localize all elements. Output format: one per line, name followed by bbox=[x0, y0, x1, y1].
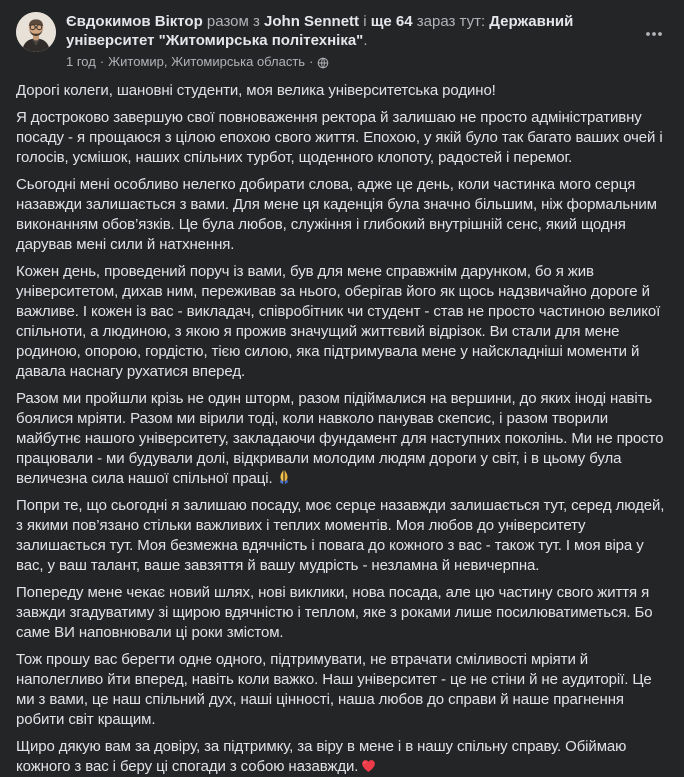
post-meta bbox=[66, 54, 624, 70]
paragraph-text: Разом ми пройшли крізь не один шторм, разом підіймалися на вершини, до яких іноді навіть боялися мріяти. Разом ми вірили тоді, коли навколо панував скепсис, і разом творили майбутнє нашого університету, закладаючи фундамент для наступних поколінь. Ми не просто працювали - ми будували долі, відкривали молодим людям дороги у світ, і в цьому була величезна сила нашої спільної праці. bbox=[16, 390, 664, 487]
paragraph-text: Кожен день, проведений поруч із вами, був для мене справжнім дарунком, бо я жив університетом, дихав ним, переживав за нього, оберігав його як щось надзвичайно дороге й важливе. І кожен із вас - викладач, співробітник чи студент - став не просто частиною великої спільноти, а людиною, з якою я прожив значущий життєвий відрізок. Ви стали для мене родиною, опорою, гордістю, тією силою, яка підтримувала мене у найскладніші моменти й давала наснагу рухатися вперед. bbox=[16, 263, 661, 380]
paragraph-text: Попри те, що сьогодні я залишаю посаду, моє серце назавжди залишається тут, серед людей, з якими пов’язано стільки важливих і теплих моментів. Моя любов до університету залишається тут. Моя безмежна вдячність і повага до кожного з вас - також тут. І моя віра у вас, у ваш талант, ваше завзяття й вашу мудрість - незламна й невичерпна. bbox=[16, 497, 665, 574]
paragraph-text: Попереду мене чекає новий шлях, нові виклики, нова посада, але цю частину свого життя я завжди згадуватиму зі щирою вдячністю і теплом, яке з роками лише посилюватиметься. Бо саме ВИ наповнювали ці роки змістом. bbox=[16, 584, 653, 641]
paragraph-text: Тож прошу вас берегти одне одного, підтримувати, не втрачати сміливості мріяти й наполегливо йти вперед, навіть коли важко. Наш університет - це не стіни й не аудиторії. Це ми з вами, це наш спільний дух, наші цінності, наша любов до справи й наше прагнення робити світ кращим. bbox=[16, 651, 652, 728]
paragraph-text: Я достроково завершую свої повноваження ректора й залишаю не просто адміністративну посаду - я прощаюся з цілою епохою свого життя. Епохою, у якій було так багато ваших очей і голосів, усмішок, наших спільних турбот, щоденного клопоту, радостей і перемог. bbox=[16, 109, 663, 166]
byline-text: і bbox=[363, 13, 367, 30]
avatar[interactable] bbox=[16, 12, 56, 52]
timestamp-link[interactable]: 1 год bbox=[66, 54, 96, 69]
post-paragraph bbox=[16, 175, 668, 255]
byline-text: . bbox=[363, 32, 368, 49]
post-text bbox=[16, 81, 668, 777]
avatar-photo bbox=[16, 12, 56, 52]
post-paragraph bbox=[16, 737, 668, 777]
paragraph-text: Щиро дякую вам за довіру, за підтримку, за віру в мене і в нашу спільну справу. Обіймаю кожного з вас і беру ці спогади з собою назавжди. bbox=[16, 738, 627, 775]
friend-name-link[interactable]: John Sennett bbox=[264, 13, 360, 30]
post-paragraph bbox=[16, 650, 668, 730]
post-paragraph bbox=[16, 262, 668, 382]
meta-separator: · bbox=[309, 54, 314, 69]
post-paragraph bbox=[16, 108, 668, 168]
paragraph-text: Сьогодні мені особливо нелегко добирати слова, адже це день, коли частинка мого серця назавжди залишається з вами. Для мене ця каденція була значно більшим, ніж формальним виконанням обов’язків. Це була любов, служіння і глибокий внутрішній сенс, який щодня дарував мені сили й натхнення. bbox=[16, 176, 657, 253]
paragraph-text: Дорогі колеги, шановні студенти, моя велика університетська родино! bbox=[16, 82, 496, 99]
ellipsis-icon bbox=[644, 24, 664, 49]
folded-hands-emoji bbox=[276, 469, 292, 485]
header-meta bbox=[66, 12, 624, 70]
globe-icon bbox=[317, 57, 329, 69]
more-people-link[interactable]: ще 64 bbox=[370, 13, 413, 30]
author-name-link[interactable]: Євдокимов Віктор bbox=[66, 13, 203, 30]
meta-separator: · bbox=[99, 54, 105, 69]
location-link[interactable]: Житомир, Житомирська область bbox=[108, 54, 306, 69]
post-paragraph bbox=[16, 496, 668, 576]
post-header bbox=[16, 12, 668, 70]
place-link[interactable]: Державний університет "Житомирська політехніка" bbox=[66, 13, 574, 49]
post-paragraph bbox=[16, 81, 668, 101]
post-paragraph bbox=[16, 389, 668, 489]
red-heart-emoji bbox=[361, 759, 376, 773]
post-paragraph bbox=[16, 583, 668, 643]
byline-text: зараз тут: bbox=[416, 13, 486, 30]
post-byline bbox=[66, 12, 624, 50]
post-options-button[interactable] bbox=[638, 20, 670, 52]
byline-text: разом з bbox=[206, 13, 260, 30]
